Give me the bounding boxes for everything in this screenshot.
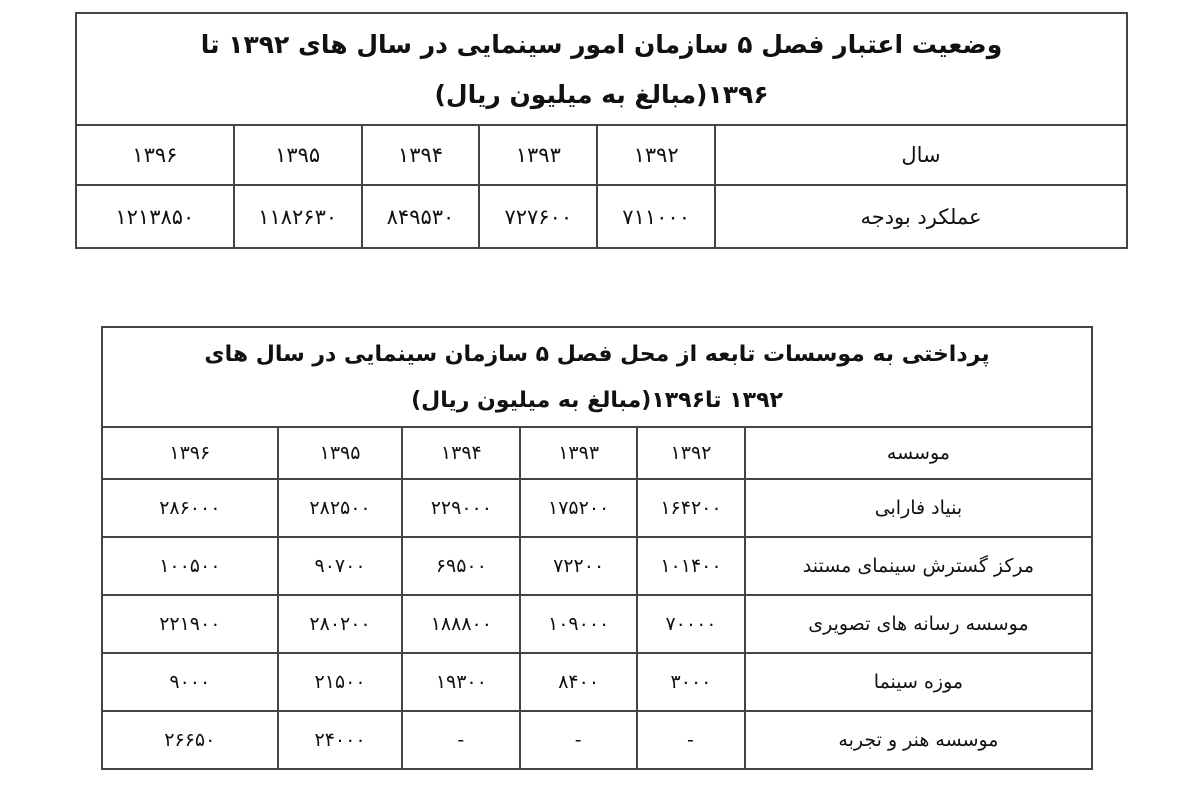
payment-cell: ۲۲۹۰۰۰: [402, 479, 520, 537]
payment-cell: ۹۰۷۰۰: [278, 537, 403, 595]
year-cell: ۱۳۹۴: [362, 125, 480, 185]
payment-cell: ۱۷۵۲۰۰: [520, 479, 637, 537]
payment-cell: ۱۰۰۵۰۰: [102, 537, 278, 595]
payments-title-row: [102, 327, 1092, 427]
table-row: [102, 653, 1092, 711]
payments-title-line2: ۱۳۹۲ تا۱۳۹۶(مبالغ به میلیون ریال): [411, 388, 783, 413]
budget-value-cell: ۷۲۷۶۰۰: [479, 185, 597, 248]
budget-title-line2: ۱۳۹۶(مبالغ به میلیون ریال): [434, 80, 769, 109]
payments-year-row: [102, 427, 1092, 479]
table-row: [102, 479, 1092, 537]
payment-cell: ۷۲۲۰۰: [520, 537, 637, 595]
budget-title-row: [76, 13, 1127, 125]
budget-value-cell: ۸۴۹۵۳۰: [362, 185, 480, 248]
payment-cell: ۶۹۵۰۰: [402, 537, 520, 595]
budget-table-title: [76, 13, 1127, 125]
payment-cell: ۲۸۲۵۰۰: [278, 479, 403, 537]
institution-name: مرکز گسترش سینمای مستند: [745, 537, 1092, 595]
institution-name: بنیاد فارابی: [745, 479, 1092, 537]
year-header-label: سال: [715, 125, 1127, 185]
payment-cell: ۲۸۶۰۰۰: [102, 479, 278, 537]
payment-cell: ۱۰۱۴۰۰: [637, 537, 745, 595]
payment-cell: -: [402, 711, 520, 769]
payment-cell: ۲۲۱۹۰۰: [102, 595, 278, 653]
payments-table-title: [102, 327, 1092, 427]
budget-title-line1: وضعیت اعتبار فصل ۵ سازمان امور سینمایی در سال های ۱۳۹۲ تا: [200, 30, 1003, 59]
payment-cell: ۱۹۳۰۰: [402, 653, 520, 711]
payment-cell: -: [637, 711, 745, 769]
institution-header-label: موسسه: [745, 427, 1092, 479]
payments-table: [101, 326, 1093, 770]
table-row: [102, 537, 1092, 595]
payment-cell: ۱۰۹۰۰۰: [520, 595, 637, 653]
year-cell: ۱۳۹۲: [637, 427, 745, 479]
budget-value-cell: ۷۱۱۰۰۰: [597, 185, 715, 248]
year-cell: ۱۳۹۶: [76, 125, 234, 185]
payment-cell: ۷۰۰۰۰: [637, 595, 745, 653]
year-cell: ۱۳۹۲: [597, 125, 715, 185]
payment-cell: ۲۱۵۰۰: [278, 653, 403, 711]
year-cell: ۱۳۹۴: [402, 427, 520, 479]
budget-value-row: [76, 185, 1127, 248]
payment-cell: ۸۴۰۰: [520, 653, 637, 711]
payment-cell: ۱۶۴۲۰۰: [637, 479, 745, 537]
table-row: [102, 595, 1092, 653]
table-row: [102, 711, 1092, 769]
institution-name: موزه سینما: [745, 653, 1092, 711]
budget-row-label: عملکرد بودجه: [715, 185, 1127, 248]
payment-cell: ۹۰۰۰: [102, 653, 278, 711]
institution-name: موسسه هنر و تجربه: [745, 711, 1092, 769]
institution-name: موسسه رسانه های تصویری: [745, 595, 1092, 653]
payment-cell: ۲۴۰۰۰: [278, 711, 403, 769]
budget-year-row: [76, 125, 1127, 185]
year-cell: ۱۳۹۳: [479, 125, 597, 185]
year-cell: ۱۳۹۳: [520, 427, 637, 479]
budget-value-cell: ۱۲۱۳۸۵۰: [76, 185, 234, 248]
payments-title-line1: پرداختی به موسسات تابعه از محل فصل ۵ سازمان سینمایی در سال های: [204, 342, 990, 367]
payment-cell: -: [520, 711, 637, 769]
budget-table: [75, 12, 1128, 249]
payment-cell: ۳۰۰۰: [637, 653, 745, 711]
budget-value-cell: ۱۱۸۲۶۳۰: [234, 185, 362, 248]
payment-cell: ۲۶۶۵۰: [102, 711, 278, 769]
payment-cell: ۱۸۸۸۰۰: [402, 595, 520, 653]
year-cell: ۱۳۹۵: [234, 125, 362, 185]
payment-cell: ۲۸۰۲۰۰: [278, 595, 403, 653]
year-cell: ۱۳۹۶: [102, 427, 278, 479]
year-cell: ۱۳۹۵: [278, 427, 403, 479]
